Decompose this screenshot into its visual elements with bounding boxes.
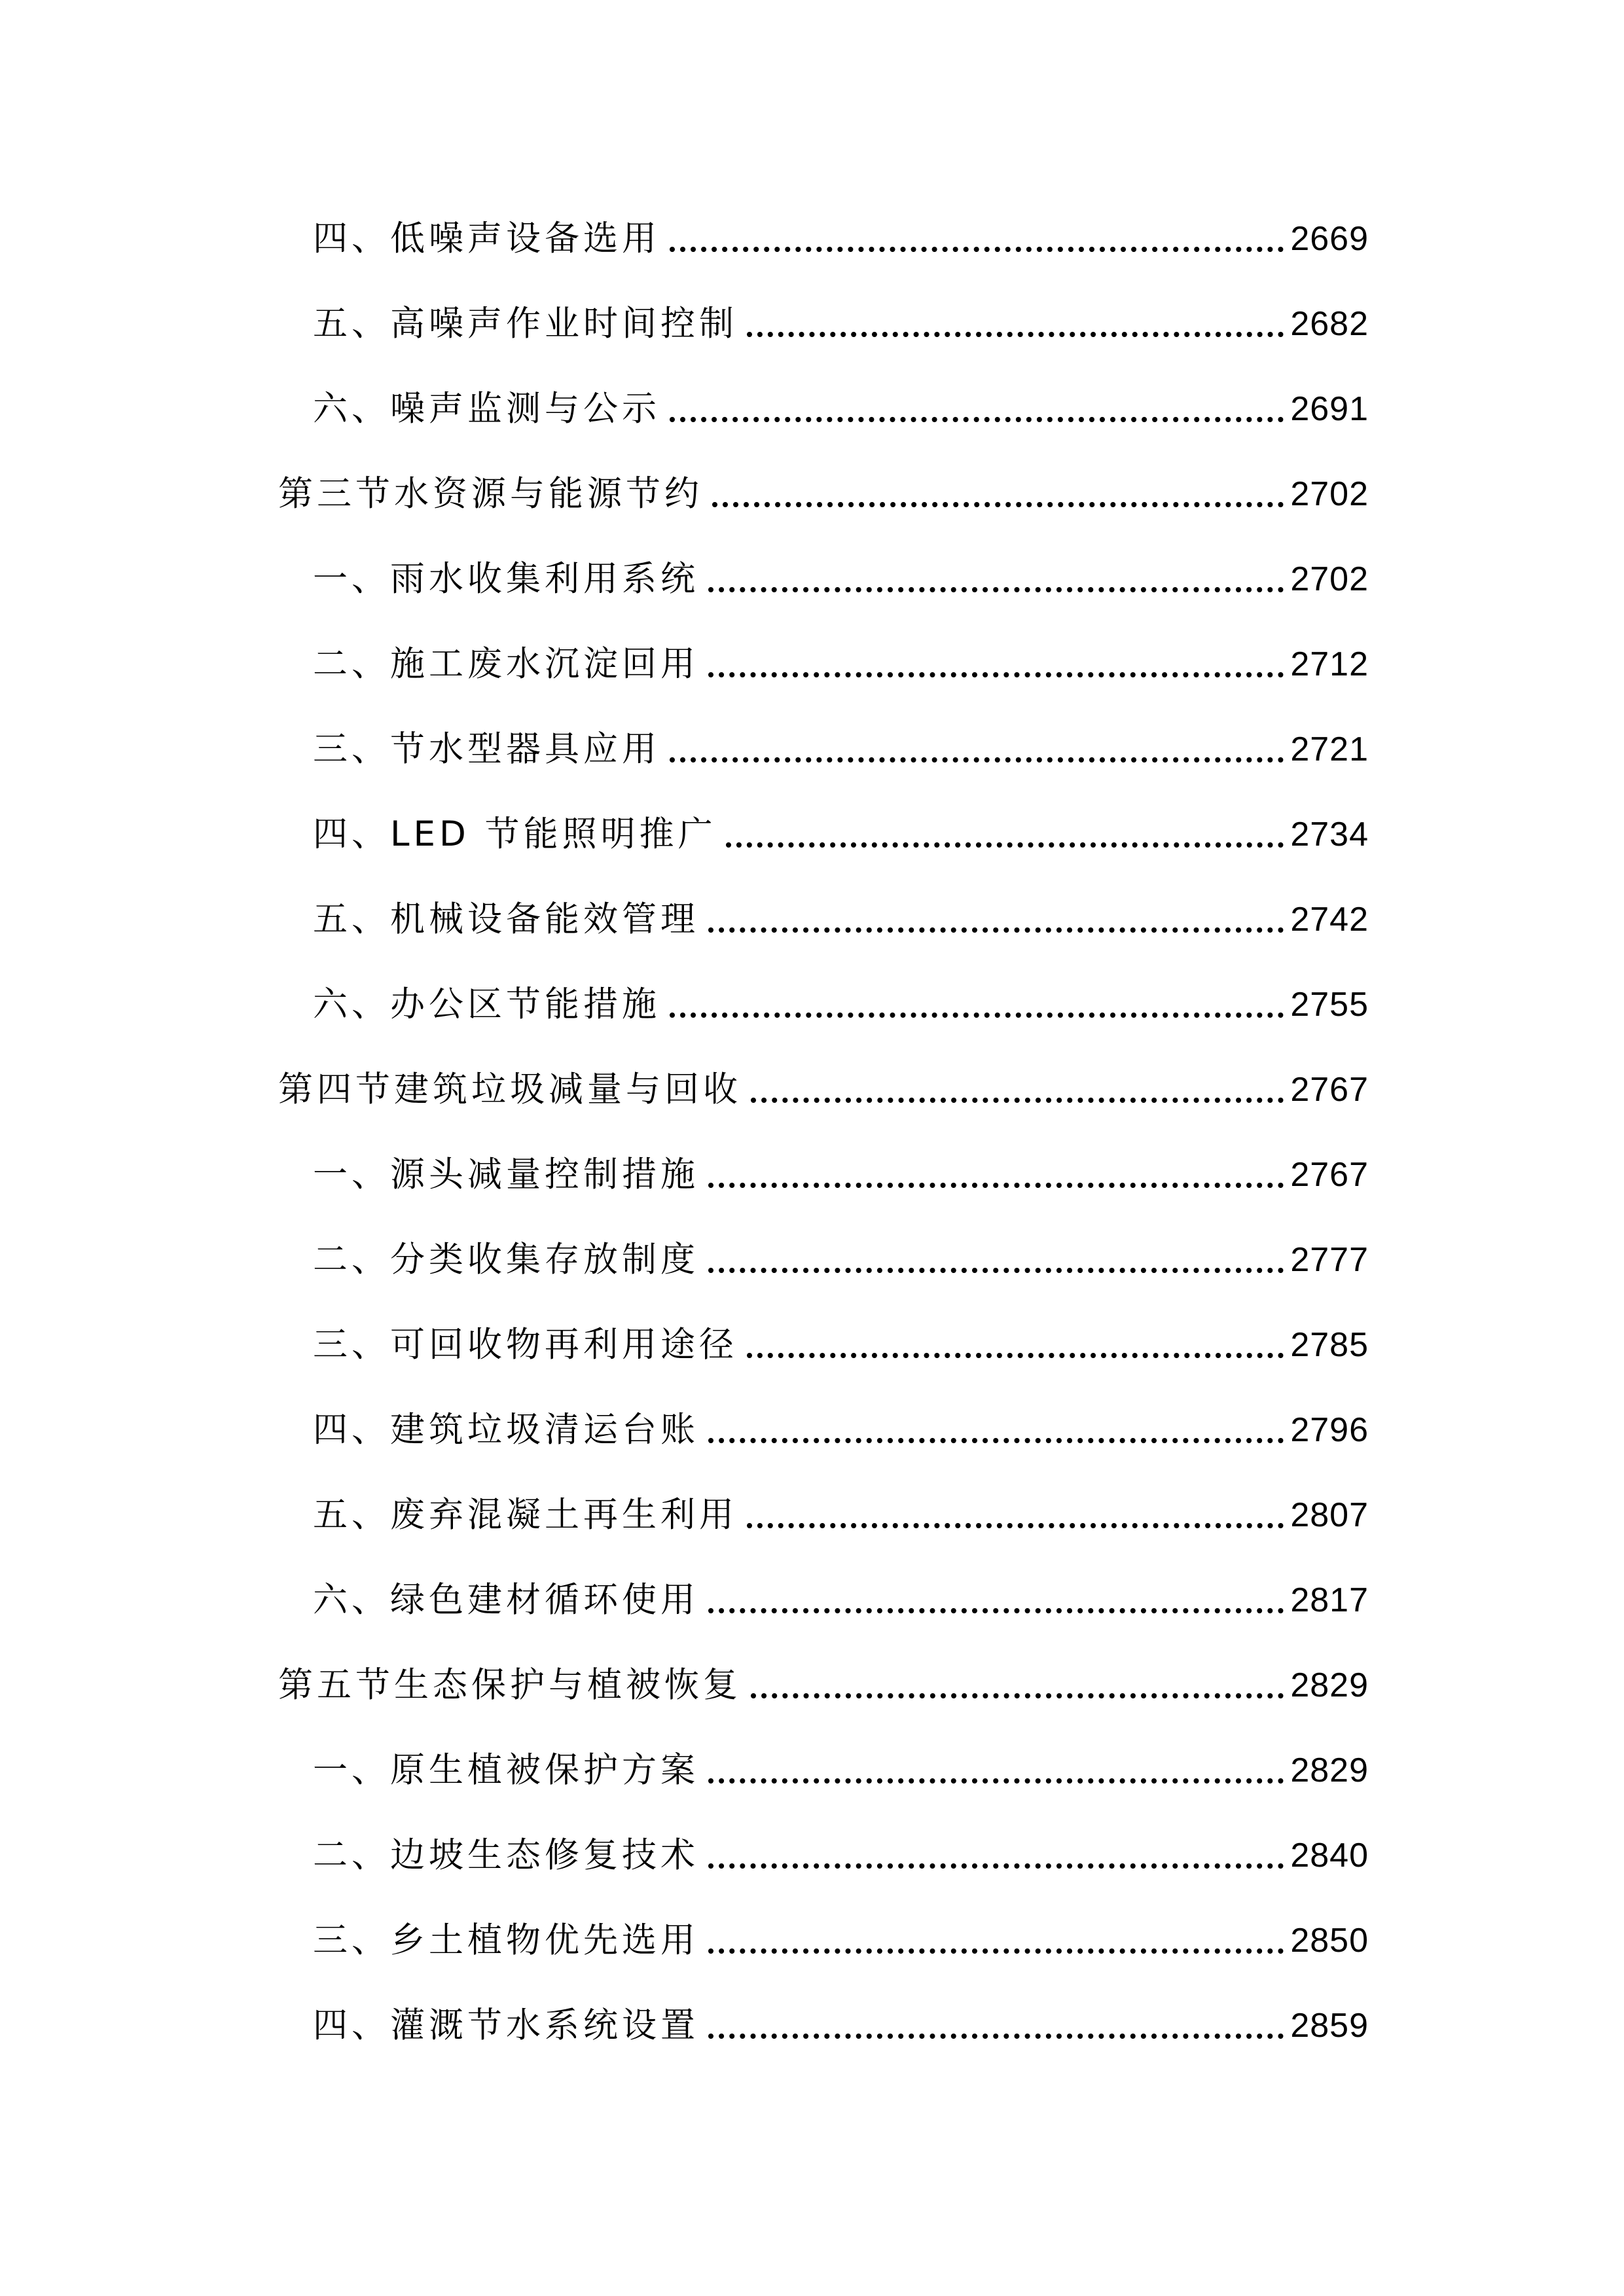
toc-entry-page-number: 2669 <box>1290 220 1369 258</box>
toc-entry-title: 四、建筑垃圾清运台账 <box>313 1410 699 1450</box>
toc-entry[interactable] <box>313 638 1369 691</box>
toc-entry[interactable] <box>313 2000 1369 2052</box>
dot-leader <box>708 587 1284 592</box>
dot-leader <box>712 502 1284 507</box>
toc-entry-page-number: 2702 <box>1290 560 1369 598</box>
toc-entry-title: 三、可回收物再利用途径 <box>313 1325 738 1365</box>
toc-entry-title: 六、绿色建材循环使用 <box>313 1580 699 1620</box>
dot-leader <box>708 1608 1284 1613</box>
dot-leader <box>670 757 1284 762</box>
dot-leader <box>708 1268 1284 1273</box>
toc-entry-page-number: 2712 <box>1290 645 1369 683</box>
toc-entry[interactable] <box>313 1404 1369 1456</box>
toc-entry-title: 第三节水资源与能源节约 <box>278 474 703 514</box>
dot-leader <box>708 672 1284 677</box>
toc-entry-page-number: 2785 <box>1290 1326 1369 1364</box>
toc-entry-title: 第四节建筑垃圾减量与回收 <box>278 1069 742 1109</box>
toc-entry-title: 三、节水型器具应用 <box>313 729 660 769</box>
toc-entry[interactable] <box>313 893 1369 946</box>
dot-leader <box>751 1098 1284 1103</box>
toc-entry-title: 三、乡土植物优先选用 <box>313 1920 699 1960</box>
toc-entry-title: 一、雨水收集利用系统 <box>313 559 699 599</box>
toc-entry-page-number: 2850 <box>1290 1922 1369 1960</box>
toc-entry[interactable] <box>313 1829 1369 1882</box>
toc-entry-title: 六、噪声监测与公示 <box>313 389 660 429</box>
toc-entry-page-number: 2796 <box>1290 1411 1369 1449</box>
dot-leader <box>747 1353 1284 1358</box>
dot-leader <box>708 1438 1284 1443</box>
toc-entry-page-number: 2691 <box>1290 390 1369 428</box>
toc-entry-title: 一、源头减量控制措施 <box>313 1155 699 1194</box>
toc-entry-page-number: 2767 <box>1290 1071 1369 1109</box>
toc-entry-title: 二、分类收集存放制度 <box>313 1240 699 1280</box>
toc-entry-title: 四、LED 节能照明推广 <box>313 814 717 854</box>
toc-entry-page-number: 2829 <box>1290 1751 1369 1789</box>
toc-entry-title: 四、灌溉节水系统设置 <box>313 2005 699 2045</box>
toc-entry[interactable] <box>313 213 1369 265</box>
toc-section-entry[interactable] <box>278 1659 1369 1712</box>
toc-entry-title: 六、办公区节能措施 <box>313 984 660 1024</box>
toc-entry[interactable] <box>313 978 1369 1031</box>
dot-leader <box>708 2034 1284 2039</box>
dot-leader <box>708 1863 1284 1869</box>
dot-leader <box>670 417 1284 422</box>
toc-entry-page-number: 2755 <box>1290 986 1369 1024</box>
dot-leader <box>708 927 1284 933</box>
toc-entry[interactable] <box>313 1149 1369 1201</box>
toc-entry-title: 二、边坡生态修复技术 <box>313 1835 699 1875</box>
toc-entry[interactable] <box>313 383 1369 435</box>
toc-entry-title: 第五节生态保护与植被恢复 <box>278 1665 742 1705</box>
toc-entry-page-number: 2767 <box>1290 1156 1369 1194</box>
toc-entry[interactable] <box>313 1574 1369 1626</box>
dot-leader <box>708 1778 1284 1784</box>
toc-entry-page-number: 2807 <box>1290 1496 1369 1534</box>
toc-entry[interactable] <box>313 1319 1369 1371</box>
toc-entry[interactable] <box>313 808 1369 861</box>
dot-leader <box>747 1523 1284 1528</box>
toc-section-entry[interactable] <box>278 468 1369 520</box>
toc-entry-page-number: 2840 <box>1290 1837 1369 1874</box>
toc-entry[interactable] <box>313 1914 1369 1967</box>
toc-entry[interactable] <box>313 298 1369 350</box>
toc-entry[interactable] <box>313 1744 1369 1797</box>
toc-entry-page-number: 2742 <box>1290 901 1369 939</box>
dot-leader <box>670 1013 1284 1018</box>
toc-entry-page-number: 2702 <box>1290 475 1369 513</box>
dot-leader <box>747 332 1284 337</box>
dot-leader <box>670 247 1284 252</box>
toc-entry[interactable] <box>313 553 1369 605</box>
toc-entry[interactable] <box>313 1234 1369 1286</box>
toc-entry-page-number: 2721 <box>1290 730 1369 768</box>
toc-entry-page-number: 2817 <box>1290 1581 1369 1619</box>
toc-entry-title: 五、废弃混凝土再生利用 <box>313 1495 738 1535</box>
toc-entry-title: 四、低噪声设备选用 <box>313 219 660 259</box>
toc-entry-title: 五、机械设备能效管理 <box>313 899 699 939</box>
toc-entry-title: 五、高噪声作业时间控制 <box>313 304 738 344</box>
dot-leader <box>708 1948 1284 1954</box>
toc-entry-page-number: 2682 <box>1290 305 1369 343</box>
toc-entry-title: 一、原生植被保护方案 <box>313 1750 699 1790</box>
toc-entry-page-number: 2859 <box>1290 2007 1369 2045</box>
toc-entry-page-number: 2734 <box>1290 816 1369 853</box>
toc-entry-title: 二、施工废水沉淀回用 <box>313 644 699 684</box>
toc-entry[interactable] <box>313 723 1369 776</box>
dot-leader <box>708 1183 1284 1188</box>
toc-entry[interactable] <box>313 1489 1369 1541</box>
toc-section-entry[interactable] <box>278 1064 1369 1116</box>
dot-leader <box>751 1693 1284 1698</box>
toc-entry-page-number: 2777 <box>1290 1241 1369 1279</box>
dot-leader <box>726 842 1284 848</box>
toc-entry-page-number: 2829 <box>1290 1666 1369 1704</box>
